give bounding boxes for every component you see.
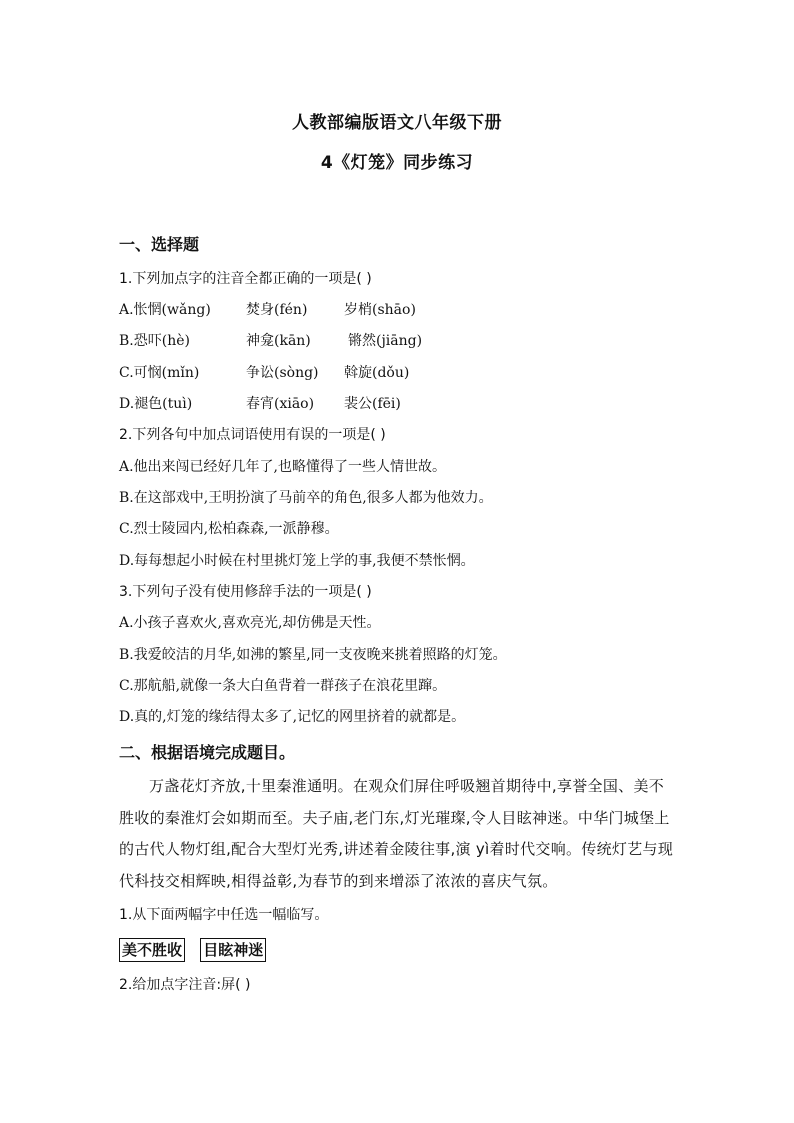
boxed-phrase: 美不胜收 (119, 938, 185, 962)
calligraphy-choices (119, 938, 276, 962)
question-2-option-a: A.他出来闯已经好几年了,也略懂得了一些人情世故。 (119, 459, 447, 475)
sub-question-1: 1.从下面两幅字中任选一幅临写。 (119, 907, 329, 923)
document-subtitle: 4《灯笼》同步练习 (320, 153, 474, 173)
option-item: 争讼(sòng) (246, 365, 319, 381)
option-item: D.褪色(tuì) (119, 396, 193, 412)
question-3-option-c: C.那航船,就像一条大白鱼背着一群孩子在浪花里蹿。 (119, 678, 447, 694)
document-title: 人教部编版语文八年级下册 (292, 113, 502, 133)
option-item: 裴公(fēi) (344, 396, 401, 412)
question-3-option-d: D.真的,灯笼的缘结得太多了,记忆的网里挤着的就都是。 (119, 709, 466, 725)
sub-question-2: 2.给加点字注音:屏( ) (119, 977, 251, 993)
question-2-option-b: B.在这部戏中,王明扮演了马前卒的角色,很多人都为他效力。 (119, 490, 493, 506)
option-item: 神龛(kān) (246, 333, 311, 349)
option-item: C.可悯(mǐn) (119, 365, 200, 381)
option-item: A.怅惘(wǎng) (119, 302, 211, 318)
section-heading-1: 一、选择题 (119, 235, 200, 254)
question-2-option-c: C.烈士陵园内,松柏森森,一派静穆。 (119, 521, 339, 537)
question-2-stem: 2.下列各句中加点词语使用有误的一项是( ) (119, 427, 386, 443)
option-item: 岁梢(shāo) (344, 302, 416, 318)
question-3-stem: 3.下列句子没有使用修辞手法的一项是( ) (119, 584, 372, 600)
question-1-stem: 1.下列加点字的注音全都正确的一项是( ) (119, 271, 372, 287)
option-item: 斡旋(dǒu) (344, 365, 410, 381)
reading-passage: 万盏花灯齐放,十里秦淮通明。在观众们屏住呼吸翘首期待中,享誉全国、美不胜收的秦淮灯会如期而至。夫子庙,老门东,灯光璀璨,令人目眩神迷。中华门城堡上的古代人物灯组,配合大型灯光秀,讲述着金陵往事,演 yì着时代交响。传统灯艺与现代科技交相辉映,相得益彰,为春节的到来增添了浓浓的喜庆气氛。 (119, 777, 674, 890)
option-item: 焚身(fén) (246, 302, 308, 318)
option-item: B.恐吓(hè) (119, 333, 190, 349)
option-item: 春宵(xiāo) (246, 396, 315, 412)
question-3-option-b: B.我爱皎洁的月华,如沸的繁星,同一支夜晚来挑着照路的灯笼。 (119, 647, 507, 663)
section-heading-2: 二、根据语境完成题目。 (119, 743, 296, 762)
question-2-option-d: D.每每想起小时候在村里挑灯笼上学的事,我便不禁怅惘。 (119, 553, 475, 569)
question-3-option-a: A.小孩子喜欢火,喜欢亮光,却仿佛是天性。 (119, 615, 381, 631)
boxed-phrase: 目眩神迷 (200, 938, 266, 962)
option-item: 锵然(jiāng) (348, 333, 423, 349)
